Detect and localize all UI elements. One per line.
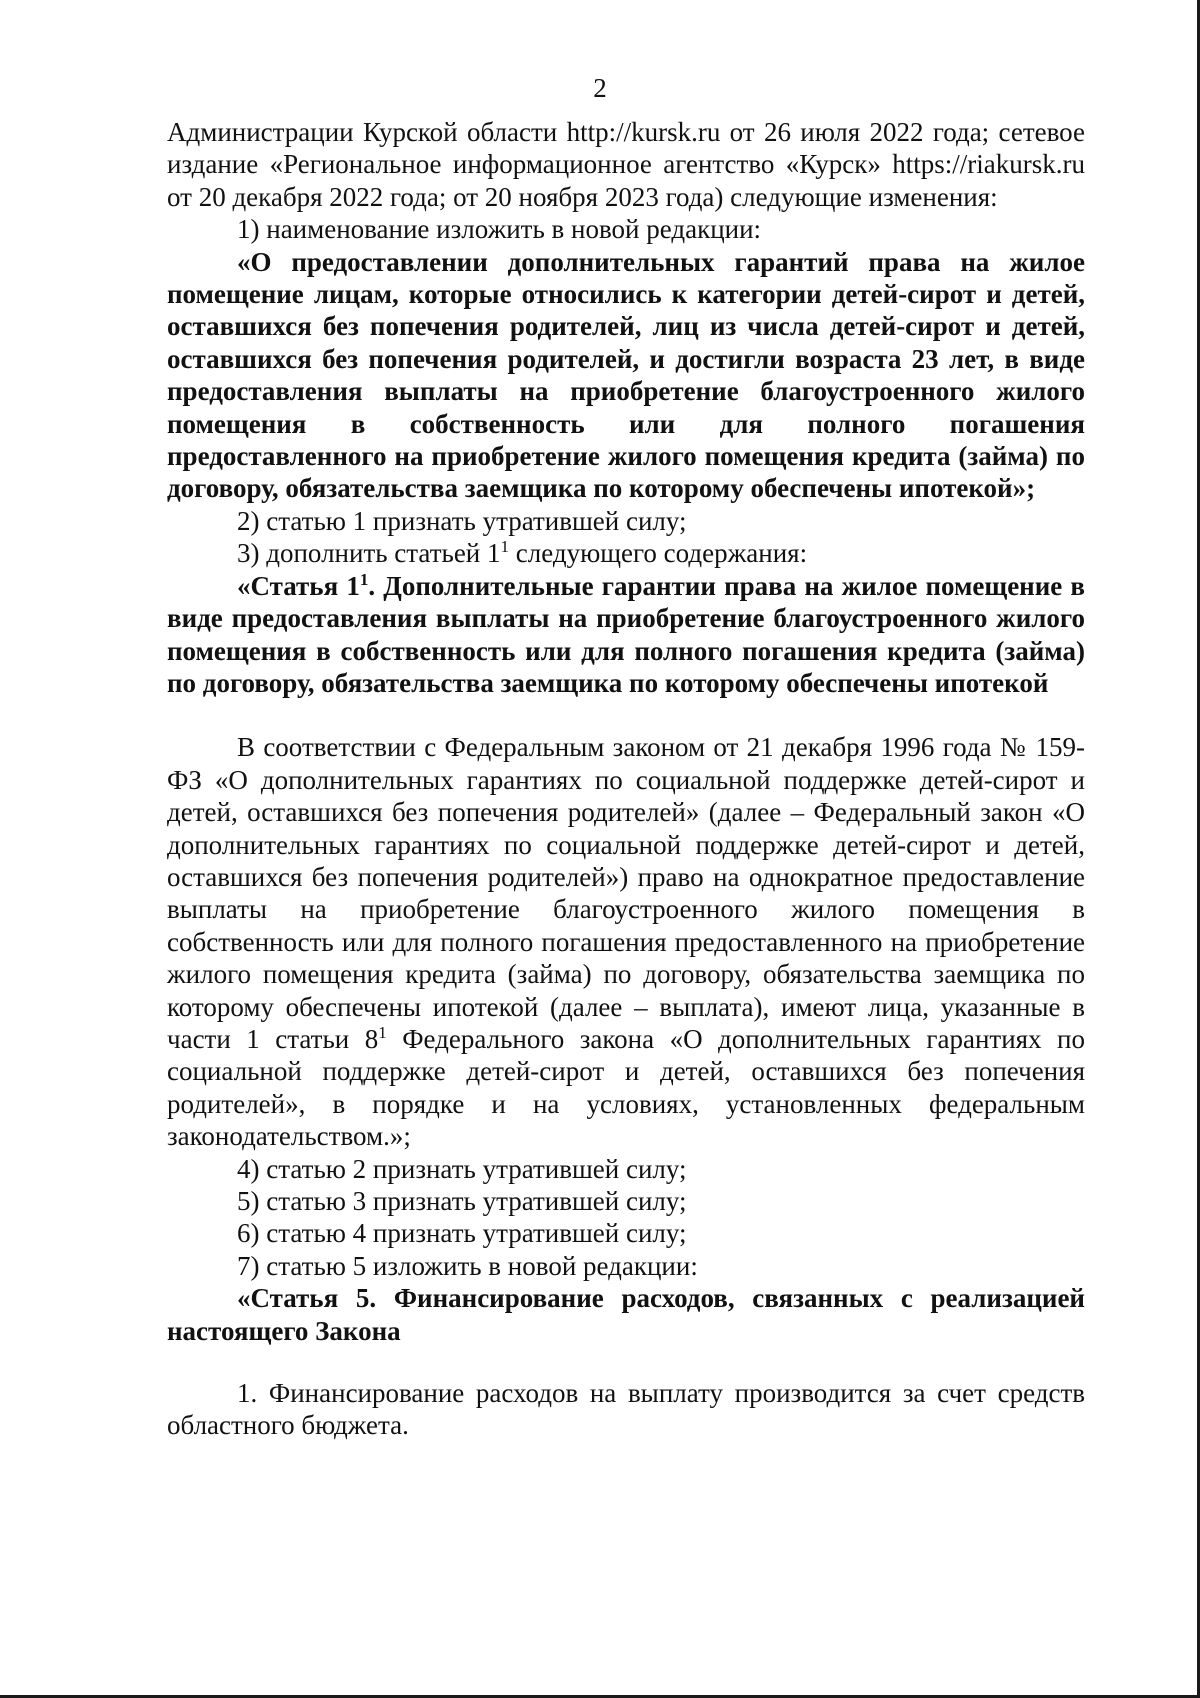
spacer (167, 1347, 1085, 1377)
page-number: 2 (593, 73, 607, 103)
superscript: 1 (359, 569, 369, 589)
amendment-item-7: 7) статью 5 изложить в новой редакции: (237, 1250, 698, 1281)
amendment-item-4: 4) статью 2 признать утратившей силу; (237, 1153, 687, 1184)
article-1-1-body-end: Федерального закона «О дополнительных гарантиях по социальной поддержке детей-сирот и детей, оставшихся без попечения родителей», в порядке и на условиях, установленных федеральным законодательством.»; (167, 1023, 1085, 1152)
amendment-item-3 (167, 537, 1085, 569)
superscript: 1 (500, 537, 510, 557)
document-body (167, 116, 1085, 1442)
article-5-heading: «Статья 5. Финансирование расходов, связанных с реализацией настоящего Закона (167, 1283, 1085, 1346)
amendment-item-3-text: 3) дополнить статьей 1 (237, 538, 501, 569)
article-1-1-body (167, 731, 1085, 1152)
intro-paragraph: Администрации Курской области http://kursk.ru от 26 июля 2022 года; сетевое издание «Региональное информационное агентство «Курск» https://riakursk.ru от 20 декабря 2022 года; от 20 ноября 2023 года) следующие изменения: (167, 117, 1085, 212)
article-1-1-heading-start: «Статья 1 (237, 570, 360, 601)
amendment-item-2: 2) статью 1 признать утратившей силу; (237, 505, 687, 536)
article-1-1-heading (167, 570, 1085, 700)
amendment-item-3-text-end: следующего содержания: (509, 538, 808, 569)
amendment-item-1: 1) наименование изложить в новой редакции: (237, 214, 762, 245)
amendment-item-5: 5) статью 3 признать утратившей силу; (237, 1186, 687, 1216)
article-1-1-heading-end: . Дополнительные гарантии права на жилое помещение в виде предоставления выплаты на приобретение благоустроенного жилого помещения в собственность или для полного погашения кредита (займа) по договору, обязательства заемщика по которому обеспечены ипотекой (167, 570, 1085, 698)
amendment-item-6: 6) статью 4 признать утратившей силу; (237, 1218, 687, 1249)
article-1-1-body-start: В соответствии с Федеральным законом от 21 декабря 1996 года № 159-ФЗ «О дополнительных гарантиях по социальной поддержке детей-сирот и детей, оставшихся без попечения родителей» (далее – Федеральный закон «О дополнительных гарантиях по социальной поддержке детей-сирот и детей, оставшихся без попечения родителей») право на однократное предоставление выплаты на приобретение благоустроенного жилого помещения в собственность или для полного погашения предоставленного на приобретение жилого помещения кредита (займа) по договору, обязательства заемщика по которому обеспечены ипотекой (далее – выплата), имеют лица, указанные в части 1 статьи 8 (167, 732, 1085, 1054)
superscript: 1 (378, 1022, 387, 1042)
article-5-point-1: 1. Финансирование расходов на выплату производится за счет средств областного бюджета. (167, 1378, 1085, 1441)
new-law-title: «О предоставлении дополнительных гарантий права на жилое помещение лицам, которые относились к категории детей-сирот и детей, оставшихся без попечения родителей, лиц из числа детей-сирот и детей, оставшихся без попечения родителей, и достигли возраста 23 лет, в виде предоставления выплаты на приобретение благоустроенного жилого помещения в собственность или для полного погашения предоставленного на приобретение жилого помещения кредита (займа) по договору, обязательства заемщика по которому обеспечены ипотекой»; (167, 246, 1085, 504)
spacer (167, 699, 1085, 731)
